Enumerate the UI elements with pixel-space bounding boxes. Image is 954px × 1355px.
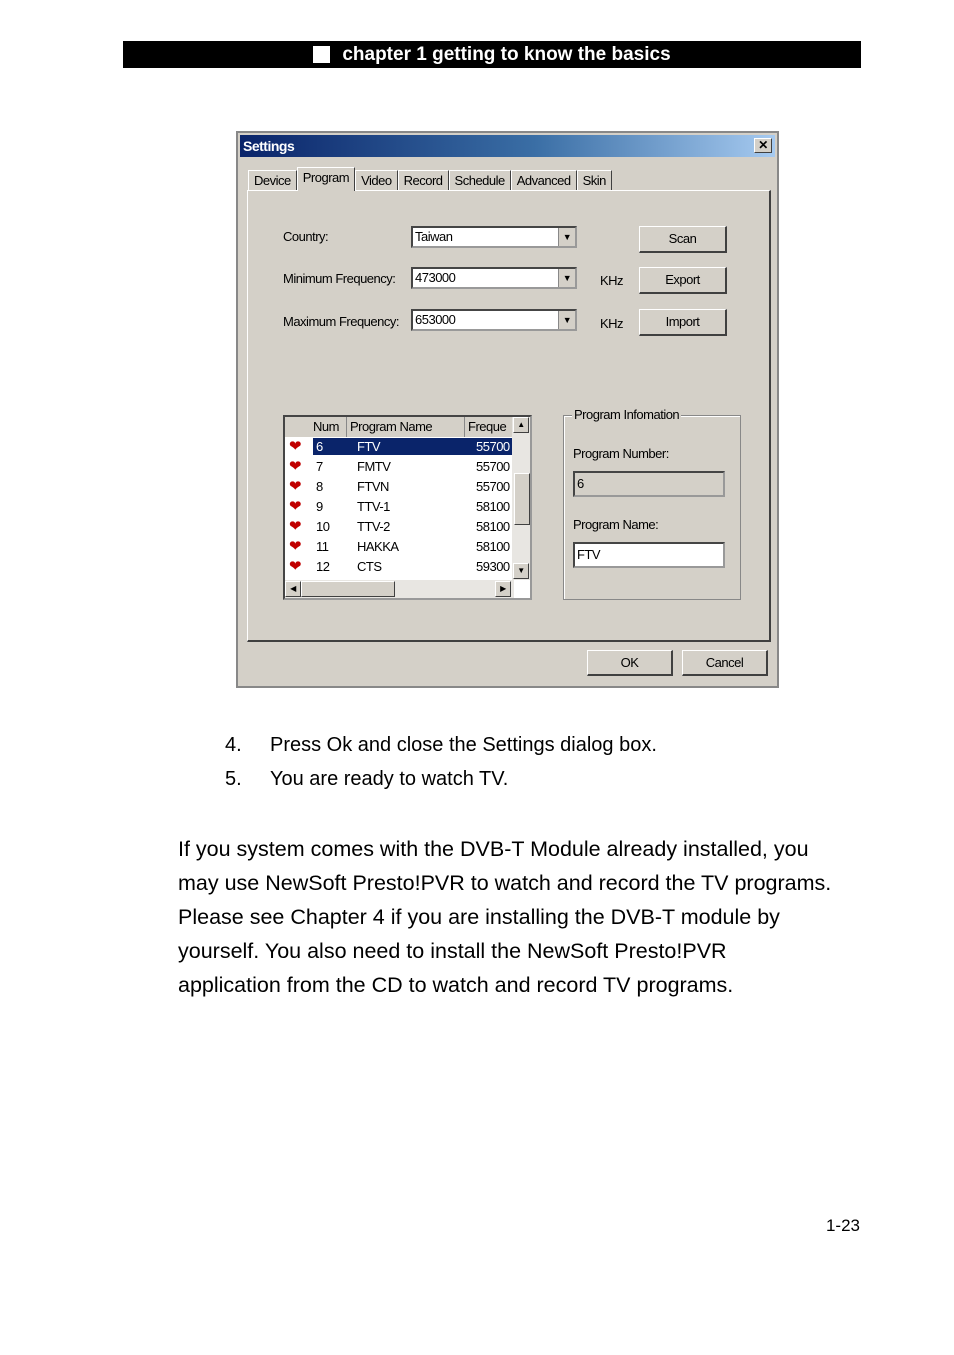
row-freq: 58100: [476, 499, 510, 514]
column-num[interactable]: Num: [310, 417, 347, 437]
tab-record[interactable]: Record: [398, 170, 449, 190]
country-label: Country:: [283, 229, 329, 244]
favorite-heart-icon: ❤: [289, 458, 302, 475]
dialog-titlebar: [240, 135, 775, 157]
paragraph-line: yourself. You also need to install the NewSoft Presto!PVR: [178, 939, 727, 963]
row-freq: 58100: [476, 539, 510, 554]
tab-device[interactable]: Device: [248, 170, 297, 190]
ok-button[interactable]: OK: [587, 650, 673, 676]
horizontal-scrollbar[interactable]: [285, 580, 514, 598]
row-freq: 55700: [476, 439, 510, 454]
min-unit-label: KHz: [600, 273, 624, 288]
min-frequency-value: 473000: [415, 270, 456, 285]
column-program-name[interactable]: Program Name: [347, 417, 465, 437]
step-4: [225, 734, 242, 757]
list-item[interactable]: [285, 437, 514, 457]
scroll-up-icon[interactable]: ▲: [513, 417, 529, 433]
program-number-field: 6: [573, 471, 725, 497]
horizontal-scroll-thumb[interactable]: [301, 581, 395, 597]
program-name-field[interactable]: FTV: [573, 542, 725, 568]
favorite-heart-icon: ❤: [289, 438, 302, 455]
column-frequency[interactable]: Freque: [465, 417, 514, 437]
chevron-down-icon[interactable]: ▼: [558, 269, 575, 287]
export-button[interactable]: Export: [639, 267, 727, 294]
paragraph-line: If you system comes with the DVB-T Module already installed, you: [178, 837, 809, 861]
step-5-text: You are ready to watch TV.: [270, 768, 509, 790]
settings-dialog: [236, 131, 779, 688]
chapter-header: [123, 41, 861, 68]
program-list[interactable]: [283, 415, 532, 600]
header-square-icon: [313, 46, 330, 63]
cancel-button[interactable]: Cancel: [682, 650, 768, 676]
favorite-heart-icon: ❤: [289, 498, 302, 515]
step-4-text: Press Ok and close the Settings dialog box.: [270, 734, 657, 756]
row-name: HAKKA: [357, 539, 399, 554]
paragraph-line: application from the CD to watch and record TV programs.: [178, 973, 734, 997]
list-header: [285, 417, 532, 437]
step-number: 5.: [225, 768, 242, 790]
row-freq: 59300: [476, 559, 510, 574]
favorite-heart-icon: ❤: [289, 478, 302, 495]
row-freq: 58100: [476, 519, 510, 534]
program-number-label: Program Number:: [573, 446, 669, 461]
step-number: 4.: [225, 734, 242, 756]
program-info-title: Program Infomation: [574, 407, 680, 422]
tab-skin[interactable]: Skin: [577, 170, 612, 190]
program-name-label: Program Name:: [573, 517, 659, 532]
list-item[interactable]: [285, 557, 514, 577]
list-item[interactable]: [285, 457, 514, 477]
row-name: CTS: [357, 559, 382, 574]
scroll-right-icon[interactable]: ▶: [495, 581, 511, 597]
step-5: [225, 768, 242, 791]
max-frequency-value: 653000: [415, 312, 456, 327]
vertical-scroll-thumb[interactable]: [514, 473, 530, 525]
row-freq: 55700: [476, 479, 510, 494]
row-num: 6: [316, 439, 323, 454]
dialog-title: Settings: [243, 138, 295, 154]
page-number: 1-23: [825, 1216, 860, 1235]
row-name: FMTV: [357, 459, 391, 474]
row-num: 10: [316, 519, 330, 534]
scroll-left-icon[interactable]: ◀: [285, 581, 301, 597]
row-num: 9: [316, 499, 323, 514]
row-num: 7: [316, 459, 323, 474]
row-name: TTV-2: [357, 519, 390, 534]
program-info-group: [563, 407, 741, 600]
paragraph-line: may use NewSoft Presto!PVR to watch and record the TV programs.: [178, 871, 832, 895]
min-frequency-label: Minimum Frequency:: [283, 271, 396, 286]
tab-schedule[interactable]: Schedule: [449, 170, 511, 190]
list-item[interactable]: [285, 477, 514, 497]
row-name: TTV-1: [357, 499, 390, 514]
chevron-down-icon[interactable]: ▼: [558, 311, 575, 329]
max-frequency-select[interactable]: [411, 309, 577, 331]
vertical-scrollbar[interactable]: [512, 417, 530, 580]
row-name: FTV: [357, 439, 381, 454]
country-select[interactable]: [411, 226, 577, 248]
row-freq: 55700: [476, 459, 510, 474]
tab-video[interactable]: Video: [355, 170, 398, 190]
body-paragraph: [178, 832, 878, 1002]
row-num: 11: [316, 539, 329, 554]
tab-program[interactable]: Program: [297, 167, 355, 191]
row-num: 12: [316, 559, 330, 574]
scan-button[interactable]: Scan: [639, 226, 727, 253]
paragraph-line: Please see Chapter 4 if you are installing the DVB-T module by: [178, 905, 780, 929]
min-frequency-select[interactable]: [411, 267, 577, 289]
tab-strip: [248, 168, 612, 190]
country-value: Taiwan: [415, 229, 453, 244]
import-button[interactable]: Import: [639, 309, 727, 336]
favorite-heart-icon: ❤: [289, 558, 302, 575]
chapter-title: chapter 1 getting to know the basics: [342, 43, 671, 65]
chevron-down-icon[interactable]: ▼: [558, 228, 575, 246]
scroll-down-icon[interactable]: ▼: [513, 563, 529, 579]
list-item[interactable]: [285, 497, 514, 517]
program-tab-panel: [247, 190, 771, 642]
list-item[interactable]: [285, 517, 514, 537]
favorite-heart-icon: ❤: [289, 518, 302, 535]
max-frequency-label: Maximum Frequency:: [283, 314, 399, 329]
row-name: FTVN: [357, 479, 389, 494]
list-item[interactable]: [285, 537, 514, 557]
favorite-heart-icon: ❤: [289, 538, 302, 555]
max-unit-label: KHz: [600, 316, 624, 331]
tab-advanced[interactable]: Advanced: [511, 170, 577, 190]
row-num: 8: [316, 479, 323, 494]
close-icon[interactable]: ✕: [754, 138, 772, 153]
